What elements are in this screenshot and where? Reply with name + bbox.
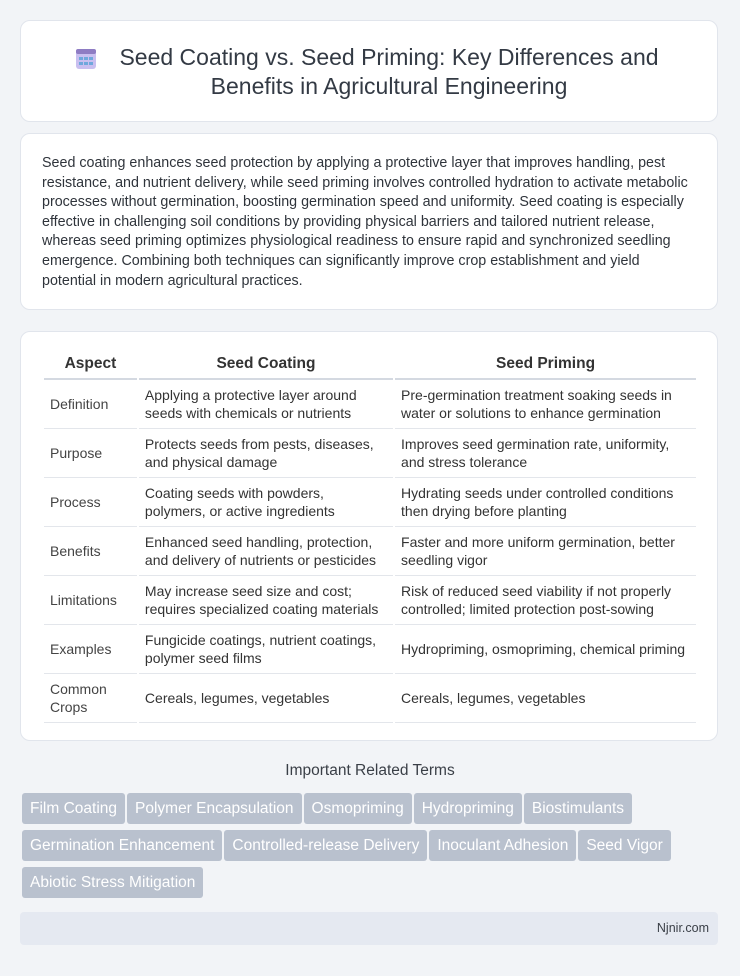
page-title: Seed Coating vs. Seed Priming: Key Differences and Benefits in Agricultural Engineering <box>119 44 659 99</box>
coating-cell: Cereals, legumes, vegetables <box>139 674 393 723</box>
table-row <box>44 625 696 674</box>
related-term-tag[interactable]: Controlled-release Delivery <box>224 830 427 861</box>
header-seed-coating: Seed Coating <box>139 350 393 380</box>
table-header-row <box>44 350 696 380</box>
header-seed-priming: Seed Priming <box>395 350 696 380</box>
aspect-cell: Common Crops <box>44 674 137 723</box>
aspect-cell: Examples <box>44 625 137 674</box>
related-terms-list <box>22 793 722 904</box>
summary-paragraph: Seed coating enhances seed protection by applying a protective layer that improves handling, pest resistance, and nutrient delivery, while seed priming involves controlled hydration to activate metabolic processes without germination, boosting germination speed and uniformity. Seed coating is especially effective in challenging soil conditions by providing physical barriers and tailored nutrient release, whereas seed priming optimizes physiological readiness to ensure rapid and synchronized seedling emergence. Combining both techniques can significantly improve crop establishment and yield potential in modern agricultural practices. <box>42 155 688 289</box>
related-terms-title: Important Related Terms <box>285 762 455 779</box>
related-term-tag[interactable]: Biostimulants <box>524 793 632 824</box>
header-aspect: Aspect <box>44 350 137 380</box>
priming-cell: Hydropriming, osmopriming, chemical priming <box>395 625 696 674</box>
aspect-cell: Definition <box>44 380 137 429</box>
aspect-cell: Process <box>44 478 137 527</box>
title-card <box>20 20 718 122</box>
related-term-tag[interactable]: Inoculant Adhesion <box>429 830 576 861</box>
related-term-tag[interactable]: Osmopriming <box>304 793 412 824</box>
related-term-tag[interactable]: Film Coating <box>22 793 125 824</box>
priming-cell: Cereals, legumes, vegetables <box>395 674 696 723</box>
table-row <box>44 527 696 576</box>
priming-cell: Hydrating seeds under controlled conditions then drying before planting <box>395 478 696 527</box>
footer <box>20 912 718 945</box>
coating-cell: May increase seed size and cost; requires specialized coating materials <box>139 576 393 625</box>
table-row <box>44 674 696 723</box>
aspect-cell: Purpose <box>44 429 137 478</box>
coating-cell: Enhanced seed handling, protection, and delivery of nutrients or pesticides <box>139 527 393 576</box>
aspect-cell: Benefits <box>44 527 137 576</box>
related-term-tag[interactable]: Germination Enhancement <box>22 830 222 861</box>
comparison-table-card <box>20 331 718 741</box>
priming-cell: Improves seed germination rate, uniformity, and stress tolerance <box>395 429 696 478</box>
table-row <box>44 429 696 478</box>
table-row <box>44 478 696 527</box>
comparison-table <box>42 350 698 723</box>
footer-site[interactable]: Njnir.com <box>656 921 709 935</box>
coating-cell: Fungicide coatings, nutrient coatings, polymer seed films <box>139 625 393 674</box>
related-term-tag[interactable]: Abiotic Stress Mitigation <box>22 867 203 898</box>
priming-cell: Pre-germination treatment soaking seeds in water or solutions to enhance germination <box>395 380 696 429</box>
related-term-tag[interactable]: Seed Vigor <box>578 830 670 861</box>
priming-cell: Faster and more uniform germination, better seedling vigor <box>395 527 696 576</box>
aspect-cell: Limitations <box>44 576 137 625</box>
coating-cell: Protects seeds from pests, diseases, and physical damage <box>139 429 393 478</box>
table-row <box>44 576 696 625</box>
coating-cell: Applying a protective layer around seeds with chemicals or nutrients <box>139 380 393 429</box>
table-row <box>44 380 696 429</box>
priming-cell: Risk of reduced seed viability if not properly controlled; limited protection post-sowing <box>395 576 696 625</box>
related-term-tag[interactable]: Hydropriming <box>414 793 522 824</box>
coating-cell: Coating seeds with powders, polymers, or active ingredients <box>139 478 393 527</box>
related-term-tag[interactable]: Polymer Encapsulation <box>127 793 302 824</box>
summary-card <box>20 133 718 310</box>
